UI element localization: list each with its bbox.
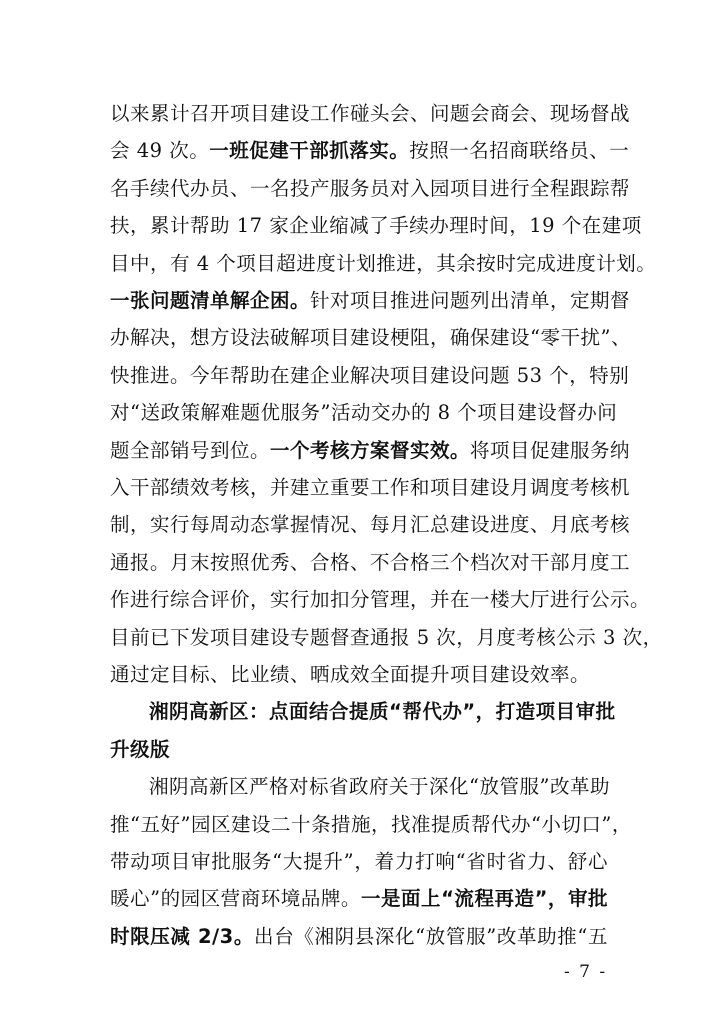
body-line: 目中，有 4 个项目超进度计划推进，其余按时完成进度计划。 (110, 252, 657, 275)
body-line: 入干部绩效考核，并建立重要工作和项目建设月调度考核机 (110, 476, 631, 499)
body-line: 带动项目审批服务“大提升”，着力打响“省时省力、舒心 (110, 850, 608, 873)
body-line: 作进行综合评价，实行加扣分管理，并在一楼大厅进行公示。 (110, 588, 651, 611)
bold-heading-text: 一个考核方案督实效。 (270, 439, 471, 462)
body-line: 办解决，想方设法破解项目建设梗阻，确保建设“零干扰”、 (110, 326, 631, 349)
bold-heading-text: 一张问题清单解企困。 (110, 289, 311, 312)
body-line: 名手续代办员、一名投产服务员对入园项目进行全程跟踪帮 (110, 177, 631, 200)
body-line: 以来累计召开项目建设工作碰头会、问题会商会、现场督战 (110, 102, 631, 125)
body-line: 推“五好”园区建设二十条措施，找准提质帮代办“小切口”， (110, 813, 632, 836)
body-line: 通过定目标、比业绩、晒成效全面提升项目建设效率。 (110, 663, 591, 686)
body-line: 湘阴高新区严格对标省政府关于深化“放管服”改革助 (149, 775, 610, 798)
body-line: 对“送政策解难题优服务”活动交办的 8 个项目建设督办问 (110, 401, 618, 424)
body-text: 出台《湘阴县深化“放管服”改革助推“五 (254, 925, 608, 948)
body-line (110, 887, 608, 911)
body-text: 会 49 次。 (110, 139, 210, 162)
body-line: 通报。月末按照优秀、合格、不合格三个档次对干部月度工 (110, 551, 631, 574)
section-heading-continued: 升级版 (110, 738, 171, 761)
body-text: 将项目促建服务纳 (470, 439, 631, 462)
body-text: 针对项目推进问题列出清单，定期督 (310, 289, 631, 312)
body-line (110, 139, 630, 163)
body-line: 扶，累计帮助 17 家企业缩减了手续办理时间，19 个在建项 (110, 214, 642, 237)
bold-heading-text: 一是面上“流程再造”，审批 (360, 887, 608, 910)
body-line (110, 289, 631, 313)
body-text: 按照一名招商联络员、一 (409, 139, 630, 162)
body-line: 目前已下发项目建设专题督查通报 5 次，月度考核公示 3 次， (110, 626, 663, 649)
section-heading: 湘阴高新区：点面结合提质“帮代办”，打造项目审批 (149, 700, 616, 723)
bold-heading-text: 一班促建干部抓落实。 (209, 139, 410, 162)
body-text: 题全部销号到位。 (110, 439, 271, 462)
body-line (110, 439, 631, 463)
body-line: 快推进。今年帮助在建企业解决项目建设问题 53 个，特别 (110, 364, 630, 387)
body-line: 制，实行每周动态掌握情况、每月汇总建设进度、月底考核 (110, 513, 631, 536)
page-number: - 7 - (564, 962, 608, 982)
bold-heading-text: 时限压减 2/3。 (110, 925, 255, 948)
body-line (110, 925, 608, 949)
body-text: 暖心”的园区营商环境品牌。 (110, 887, 361, 910)
